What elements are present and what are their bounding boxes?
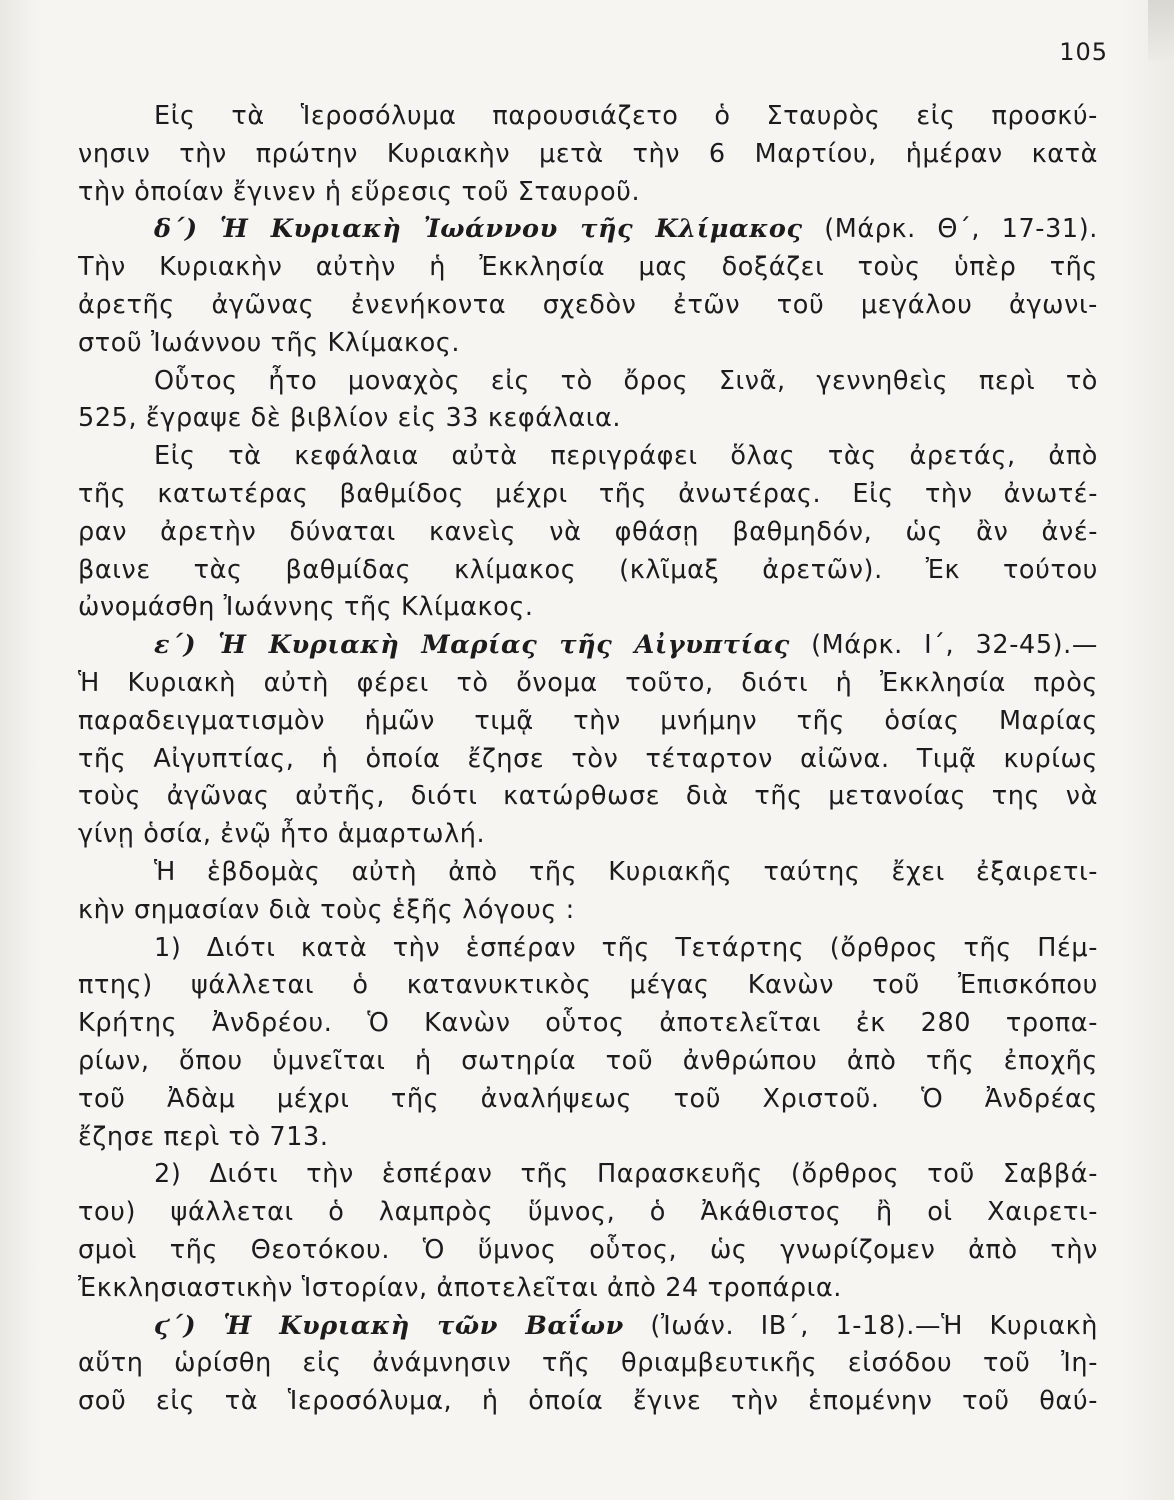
- text-line: [78, 778, 1098, 816]
- text-line: [78, 136, 1098, 174]
- text-line: [78, 741, 1098, 779]
- line-text: ἔζησε περὶ τὸ 713.: [78, 1121, 329, 1152]
- section-heading: ε´) Ἡ Κυριακὴ Μαρίας τῆς Αἰγυπτίας: [154, 630, 790, 661]
- line-text: σοῦ εἰς τὰ Ἱεροσόλυμα, ἡ ὁποία ἔγινε τὴν ἑπομένην τοῦ θαύ-: [78, 1386, 1098, 1417]
- line-text: γίνῃ ὁσία, ἐνῷ ἦτο ἁμαρτωλή.: [78, 819, 486, 850]
- text-line: [78, 174, 1098, 212]
- line-text: τοὺς ἀγῶνας αὐτῆς, διότι κατώρθωσε διὰ τῆς μετανοίας της νὰ: [78, 781, 1098, 812]
- text-line: [78, 589, 1098, 627]
- text-line: [78, 400, 1098, 438]
- line-text: Οὗτος ἦτο μοναχὸς εἰς τὸ ὄρος Σινᾶ, γεννηθεὶς περὶ τὸ: [154, 365, 1098, 396]
- text-line: [78, 325, 1098, 363]
- line-text: Ἡ ἑβδομὰς αὐτὴ ἀπὸ τῆς Κυριακῆς ταύτης ἔχει ἐξαιρετι-: [154, 856, 1098, 887]
- text-line: [78, 1043, 1098, 1081]
- text-line: [78, 363, 1098, 401]
- line-text: (Μάρκ. Θ´, 17-31).: [802, 214, 1098, 245]
- text-line: [78, 854, 1098, 892]
- text-line: [78, 665, 1098, 703]
- page-edge-shadow: [1148, 0, 1174, 60]
- line-text: ρίων, ὅπου ὑμνεῖται ἡ σωτηρία τοῦ ἀνθρώπου ἀπὸ τῆς ἐποχῆς: [78, 1045, 1098, 1076]
- line-text: τοῦ Ἀδὰμ μέχρι τῆς ἀναλήψεως τοῦ Χριστοῦ. Ὁ Ἀνδρέας: [78, 1083, 1098, 1114]
- line-text: Κρήτης Ἀνδρέου. Ὁ Κανὼν οὗτος ἀποτελεῖται ἐκ 280 τροπα-: [78, 1008, 1098, 1039]
- page-number: 105: [1059, 38, 1108, 66]
- line-text: αὕτη ὡρίσθη εἰς ἀνάμνησιν τῆς θριαμβευτικῆς εἰσόδου τοῦ Ἰη-: [78, 1348, 1098, 1379]
- line-text: 1) Διότι κατὰ τὴν ἑσπέραν τῆς Τετάρτης (ὄρθρος τῆς Πέμ-: [154, 932, 1098, 963]
- text-line: [78, 1383, 1098, 1421]
- text-line: [78, 1194, 1098, 1232]
- line-text: σμοὶ τῆς Θεοτόκου. Ὁ ὕμνος οὗτος, ὡς γνωρίζομεν ἀπὸ τὴν: [78, 1234, 1098, 1265]
- line-text: κὴν σημασίαν διὰ τοὺς ἑξῆς λόγους :: [78, 894, 575, 925]
- text-line: [78, 627, 1098, 665]
- line-text: Τὴν Κυριακὴν αὐτὴν ἡ Ἐκκλησία μας δοξάζει τοὺς ὑπὲρ τῆς: [78, 252, 1098, 283]
- text-line: [78, 1308, 1098, 1346]
- line-text: Εἰς τὰ κεφάλαια αὐτὰ περιγράφει ὅλας τὰς ἀρετάς, ἀπὸ: [154, 441, 1098, 472]
- line-text: του) ψάλλεται ὁ λαμπρὸς ὕμνος, ὁ Ἀκάθιστος ἢ οἱ Χαιρετι-: [78, 1197, 1098, 1228]
- text-line: [78, 287, 1098, 325]
- line-text: βαινε τὰς βαθμίδας κλίμακος (κλῖμαξ ἀρετῶν). Ἐκ τούτου: [78, 554, 1098, 585]
- text-line: [78, 1232, 1098, 1270]
- text-line: [78, 1156, 1098, 1194]
- line-text: ραν ἀρετὴν δύναται κανεὶς νὰ φθάσῃ βαθμηδόν, ὡς ἂν ἀνέ-: [78, 516, 1098, 547]
- text-line: [78, 930, 1098, 968]
- section-heading: δ´) Ἡ Κυριακὴ Ἰωάννου τῆς Κλίμακος: [154, 214, 803, 245]
- text-line: [78, 476, 1098, 514]
- text-line: [78, 211, 1098, 249]
- line-text: Εἰς τὰ Ἱεροσόλυμα παρουσιάζετο ὁ Σταυρὸς εἰς προσκύ-: [154, 101, 1098, 131]
- line-text: (Μάρκ. Ι´, 32-45).—: [789, 630, 1098, 661]
- line-text: Ἐκκλησιαστικὴν Ἱστορίαν, ἀποτελεῖται ἀπὸ 24 τροπάρια.: [78, 1272, 843, 1303]
- text-line: [78, 967, 1098, 1005]
- text-line: [78, 1005, 1098, 1043]
- text-line: [78, 438, 1098, 476]
- text-line: [78, 1345, 1098, 1383]
- line-text: πτης) ψάλλεται ὁ κατανυκτικὸς μέγας Κανὼν τοῦ Ἐπισκόπου: [78, 970, 1098, 1001]
- line-text: τῆς κατωτέρας βαθμίδος μέχρι τῆς ἀνωτέρας. Εἰς τὴν ἀνωτέ-: [78, 478, 1098, 509]
- text-line: [78, 703, 1098, 741]
- text-line: [78, 1119, 1098, 1157]
- section-heading: ϛ´) Ἡ Κυριακὴ τῶν Βαΐων: [154, 1310, 624, 1341]
- body-text: [78, 98, 1098, 1421]
- line-text: Ἡ Κυριακὴ αὐτὴ φέρει τὸ ὄνομα τοῦτο, διότι ἡ Ἐκκλησία πρὸς: [78, 667, 1098, 698]
- line-text: παραδειγματισμὸν ἡμῶν τιμᾷ τὴν μνήμην τῆς ὁσίας Μαρίας: [78, 705, 1098, 736]
- line-text: ἀρετῆς ἀγῶνας ἐνενήκοντα σχεδὸν ἐτῶν τοῦ μεγάλου ἀγωνι-: [78, 289, 1098, 320]
- line-text: ὠνομάσθη Ἰωάννης τῆς Κλίμακος.: [78, 592, 534, 623]
- text-line: [78, 98, 1098, 136]
- text-line: [78, 816, 1098, 854]
- text-line: [78, 552, 1098, 590]
- line-text: στοῦ Ἰωάννου τῆς Κλίμακος.: [78, 327, 461, 358]
- line-text: 2) Διότι τὴν ἑσπέραν τῆς Παρασκευῆς (ὄρθρος τοῦ Σαββά-: [154, 1159, 1098, 1190]
- line-text: τὴν ὁποίαν ἔγινεν ἡ εὕρεσις τοῦ Σταυροῦ.: [78, 176, 641, 207]
- text-line: [78, 1270, 1098, 1308]
- line-text: 525, ἔγραψε δὲ βιβλίον εἰς 33 κεφάλαια.: [78, 403, 622, 434]
- line-text: νησιν τὴν πρώτην Κυριακὴν μετὰ τὴν 6 Μαρτίου, ἡμέραν κατὰ: [78, 138, 1098, 169]
- text-line: [78, 249, 1098, 287]
- line-text: τῆς Αἰγυπτίας, ἡ ὁποία ἔζησε τὸν τέταρτον αἰῶνα. Τιμᾷ κυρίως: [78, 743, 1098, 774]
- text-line: [78, 514, 1098, 552]
- line-text: (Ἰωάν. ΙΒ´, 1-18).—Ἡ Κυριακὴ: [623, 1310, 1098, 1341]
- text-line: [78, 892, 1098, 930]
- text-line: [78, 1081, 1098, 1119]
